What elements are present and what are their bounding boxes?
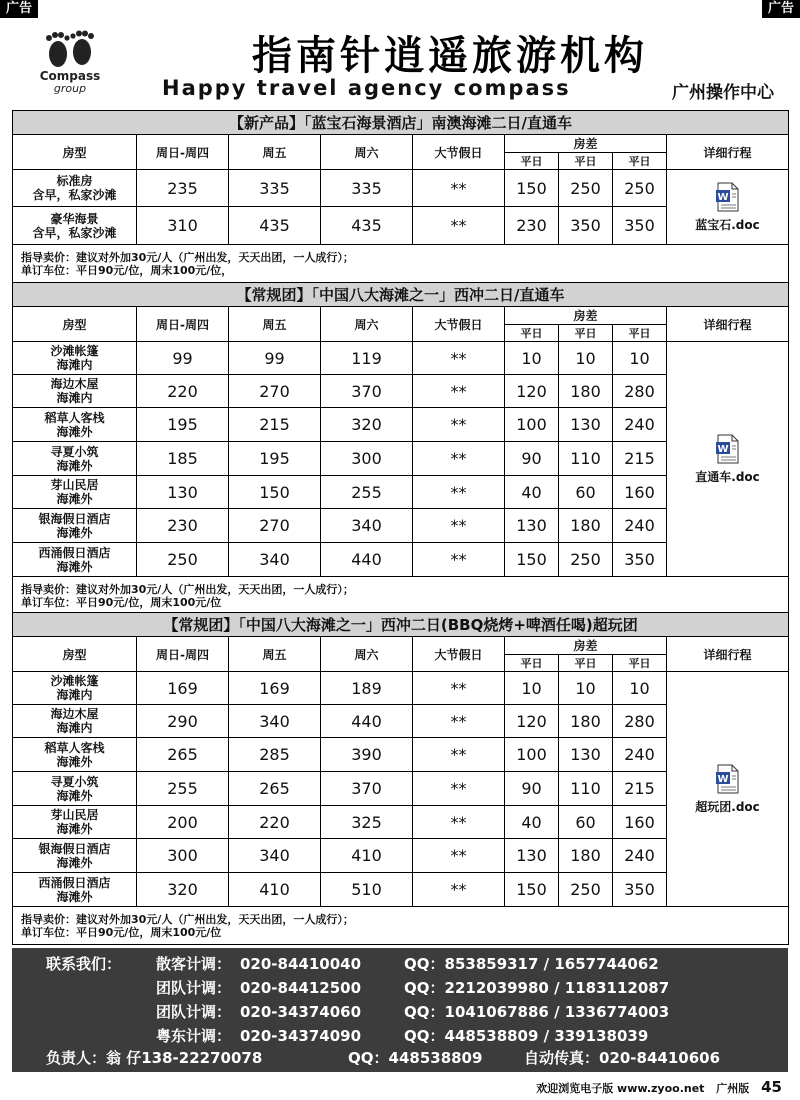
price-cell: 280: [613, 375, 667, 408]
price-cell: 320: [137, 873, 229, 907]
phone-number: 020-84412500: [240, 979, 362, 997]
price-cell: 130: [505, 839, 559, 873]
price-cell: **: [413, 806, 505, 839]
price-cell: **: [413, 509, 505, 543]
price-cell: 169: [229, 672, 321, 705]
room-type: 西涌假日酒店: [38, 875, 111, 890]
room-note: 含早，私家沙滩: [32, 225, 117, 240]
header-weekday: 平日: [613, 153, 667, 170]
price-cell: 390: [321, 738, 413, 772]
price-cell: 370: [321, 772, 413, 806]
word-doc-icon: [715, 764, 741, 794]
price-cell: 120: [505, 375, 559, 408]
price-cell: 110: [559, 442, 613, 476]
price-cell: 325: [321, 806, 413, 839]
price-cell: 270: [229, 509, 321, 543]
price-cell: 435: [321, 207, 413, 245]
price-cell: 10: [613, 342, 667, 375]
price-cell: 130: [137, 476, 229, 509]
contact-panel: [12, 948, 788, 1072]
room-note: 含早，私家沙滩: [32, 188, 117, 202]
price-cell: 340: [229, 839, 321, 873]
price-cell: 90: [505, 442, 559, 476]
price-cell: 220: [137, 375, 229, 408]
header-sat: 周六: [321, 637, 413, 672]
room-note: 海滩内: [56, 358, 93, 372]
table-row: [13, 672, 789, 705]
price-cell: 235: [137, 170, 229, 207]
price-cell: 250: [137, 543, 229, 577]
header: [12, 22, 788, 106]
header-holiday: 大节假日: [413, 135, 505, 170]
price-cell: **: [413, 476, 505, 509]
price-cell: 200: [137, 806, 229, 839]
price-cell: 180: [559, 375, 613, 408]
room-note: 海滩内: [56, 721, 93, 735]
price-cell: 130: [505, 509, 559, 543]
price-cell: 250: [559, 543, 613, 577]
price-cell: 180: [559, 509, 613, 543]
price-cell: 250: [559, 873, 613, 907]
room-type: 稻草人客栈: [44, 410, 105, 425]
room-note: 海滩内: [56, 688, 93, 702]
room-type: 沙滩帐篷: [50, 674, 99, 688]
header-weekday: 平日: [505, 325, 559, 342]
room-type: 芽山民居: [50, 808, 99, 822]
price-cell: 90: [505, 772, 559, 806]
room-note: 海滩外: [56, 458, 93, 473]
price-cell: 185: [137, 442, 229, 476]
price-cell: 120: [505, 705, 559, 738]
header-sat: 周六: [321, 307, 413, 342]
price-cell: **: [413, 342, 505, 375]
footprints-icon: [38, 30, 102, 70]
header-room-diff: 房差: [505, 135, 667, 153]
price-cell: 215: [613, 772, 667, 806]
phone-number: 020-34374090: [240, 1027, 362, 1045]
header-room-diff: 房差: [505, 637, 667, 655]
price-cell: 255: [321, 476, 413, 509]
price-cell: 195: [229, 442, 321, 476]
room-name: [13, 806, 137, 839]
room-note: 海滩外: [56, 754, 93, 769]
price-cell: 240: [613, 839, 667, 873]
price-cell: **: [413, 442, 505, 476]
room-note: 海滩外: [56, 822, 93, 836]
price-cell: 230: [137, 509, 229, 543]
logo-text: Compass: [39, 69, 101, 83]
room-note: 海滩外: [56, 889, 93, 904]
price-cell: 60: [559, 806, 613, 839]
contact-label: 联系我们：: [46, 955, 122, 973]
room-type: 海边木屋: [50, 707, 99, 721]
price-cell: 350: [613, 207, 667, 245]
room-name: [13, 476, 137, 509]
price-cell: **: [413, 873, 505, 907]
price-cell: 300: [137, 839, 229, 873]
price-cell: 220: [229, 806, 321, 839]
manager-info: 负责人：翁 仔138-22270078: [46, 1049, 263, 1067]
price-cell: 130: [559, 738, 613, 772]
room-note: 海滩外: [56, 559, 93, 574]
section-title: 【常规团】「中国八大海滩之一」西冲二日(BBQ烧烤+啤酒任喝)超玩团: [13, 613, 789, 637]
svg-text:W: W: [716, 191, 729, 203]
price-cell: **: [413, 375, 505, 408]
price-cell: 310: [137, 207, 229, 245]
itinerary-doc-link[interactable]: [667, 342, 789, 577]
price-cell: **: [413, 839, 505, 873]
room-type: 豪华海景: [50, 211, 99, 226]
website-text: 欢迎浏览电子版 www.zyoo.net: [536, 1082, 705, 1095]
header-sat: 周六: [321, 135, 413, 170]
price-cell: **: [413, 672, 505, 705]
dept-label: 散客计调：: [156, 955, 232, 973]
header-holiday: 大节假日: [413, 307, 505, 342]
price-cell: 180: [559, 705, 613, 738]
word-doc-icon: [715, 434, 741, 464]
header-weekday: 平日: [559, 325, 613, 342]
doc-filename: 直通车.doc: [695, 469, 760, 484]
header-weekday: 平日: [613, 325, 667, 342]
price-table: [12, 612, 789, 945]
logo-subtext: group: [53, 82, 87, 95]
price-cell: 340: [229, 705, 321, 738]
section-title: 【常规团】「中国八大海滩之一」西冲二日/直通车: [13, 283, 789, 307]
room-name: [13, 772, 137, 806]
dept-label: 团队计调：: [156, 1003, 232, 1021]
itinerary-doc-link[interactable]: [667, 672, 789, 907]
phone-number: 020-34374060: [240, 1003, 362, 1021]
price-cell: 10: [559, 342, 613, 375]
price-cell: 119: [321, 342, 413, 375]
slogan: Happy travel agency compass: [162, 76, 571, 100]
room-type: 寻夏小筑: [50, 774, 99, 789]
room-name: [13, 873, 137, 907]
price-cell: 340: [229, 543, 321, 577]
room-type: 西涌假日酒店: [38, 545, 111, 560]
room-name: [13, 543, 137, 577]
price-cell: **: [413, 705, 505, 738]
header-weekday: 平日: [613, 655, 667, 672]
price-cell: 410: [321, 839, 413, 873]
header-detail: 详细行程: [667, 637, 789, 672]
price-cell: 350: [613, 543, 667, 577]
page-footer: [0, 1074, 800, 1100]
room-name: [13, 738, 137, 772]
price-cell: 230: [505, 207, 559, 245]
operation-center: 广州操作中心: [672, 83, 774, 103]
price-cell: 335: [229, 170, 321, 207]
guide-price: 指导卖价：建议对外加30元/人（广州出发，天天出团，一人成行）；: [21, 250, 354, 264]
section-title: 【新产品】「蓝宝石海景酒店」南澳海滩二日/直通车: [13, 111, 789, 135]
header-sun-thu: 周日-周四: [137, 135, 229, 170]
price-cell: 265: [229, 772, 321, 806]
price-cell: 10: [613, 672, 667, 705]
price-cell: 240: [613, 509, 667, 543]
price-cell: 350: [613, 873, 667, 907]
logo: [30, 30, 110, 102]
price-cell: 150: [229, 476, 321, 509]
price-cell: 240: [613, 738, 667, 772]
room-name: [13, 170, 137, 207]
ad-label-right: 广告: [762, 0, 800, 18]
price-cell: 40: [505, 806, 559, 839]
price-cell: 440: [321, 543, 413, 577]
room-type: 沙滩帐篷: [50, 344, 99, 358]
price-cell: 10: [505, 342, 559, 375]
room-note: 海滩外: [56, 424, 93, 439]
guide-price: 指导卖价：建议对外加30元/人（广州出发，天天出团，一人成行）；: [21, 582, 354, 596]
dept-label: 团队计调：: [156, 979, 232, 997]
header-weekday: 平日: [505, 153, 559, 170]
price-cell: 510: [321, 873, 413, 907]
price-cell: 280: [613, 705, 667, 738]
itinerary-doc-link[interactable]: [667, 170, 789, 245]
table-row: [13, 342, 789, 375]
header-detail: 详细行程: [667, 135, 789, 170]
header-weekday: 平日: [559, 655, 613, 672]
room-type: 银海假日酒店: [38, 511, 111, 526]
price-cell: 99: [137, 342, 229, 375]
price-cell: 215: [229, 408, 321, 442]
price-cell: 169: [137, 672, 229, 705]
price-cell: **: [413, 772, 505, 806]
seat-price: 单订车位：平日90元/位，周末100元/位: [21, 595, 222, 609]
price-cell: 240: [613, 408, 667, 442]
price-cell: 40: [505, 476, 559, 509]
room-name: [13, 375, 137, 408]
dept-label: 粤东计调：: [156, 1027, 232, 1045]
room-note: 海滩外: [56, 492, 93, 506]
room-name: [13, 408, 137, 442]
room-type: 银海假日酒店: [38, 841, 111, 856]
header-fri: 周五: [229, 307, 321, 342]
svg-text:W: W: [717, 773, 729, 785]
price-table: [12, 282, 789, 615]
price-cell: 435: [229, 207, 321, 245]
price-cell: 195: [137, 408, 229, 442]
header-fri: 周五: [229, 135, 321, 170]
room-note: 海滩外: [56, 855, 93, 870]
price-cell: 255: [137, 772, 229, 806]
room-note: 海滩外: [56, 788, 93, 803]
seat-price: 单订车位：平日90元/位，周末100元/位: [21, 925, 222, 939]
header-sun-thu: 周日-周四: [137, 307, 229, 342]
room-name: [13, 672, 137, 705]
price-cell: 265: [137, 738, 229, 772]
header-fri: 周五: [229, 637, 321, 672]
header-holiday: 大节假日: [413, 637, 505, 672]
room-type: 芽山民居: [50, 478, 99, 492]
price-note: [13, 907, 789, 945]
room-name: [13, 442, 137, 476]
price-cell: 60: [559, 476, 613, 509]
price-note: [13, 577, 789, 615]
room-type: 海边木屋: [50, 377, 99, 391]
ad-label-left: 广告: [0, 0, 38, 18]
price-cell: 290: [137, 705, 229, 738]
price-cell: 100: [505, 408, 559, 442]
doc-filename: 超玩团.doc: [695, 799, 760, 814]
qq-numbers: QQ：1041067886 / 1336774003: [404, 1003, 670, 1021]
price-cell: 285: [229, 738, 321, 772]
room-name: [13, 509, 137, 543]
price-cell: 10: [559, 672, 613, 705]
header-weekday: 平日: [505, 655, 559, 672]
price-cell: 160: [613, 806, 667, 839]
edition-label: 广州版: [716, 1082, 750, 1095]
qq-numbers: QQ：2212039980 / 1183112087: [404, 979, 670, 997]
price-cell: 370: [321, 375, 413, 408]
price-cell: 150: [505, 543, 559, 577]
brand-title: 指南针逍遥旅游机构: [252, 32, 648, 79]
room-type: 寻夏小筑: [50, 444, 99, 459]
price-note: [13, 245, 789, 283]
price-cell: 10: [505, 672, 559, 705]
header-room-diff: 房差: [505, 307, 667, 325]
room-name: [13, 705, 137, 738]
room-type: 标准房: [56, 174, 93, 188]
price-cell: 320: [321, 408, 413, 442]
price-cell: 270: [229, 375, 321, 408]
header-detail: 详细行程: [667, 307, 789, 342]
price-cell: 160: [613, 476, 667, 509]
doc-filename: 蓝宝石.doc: [695, 217, 760, 232]
price-cell: 130: [559, 408, 613, 442]
qq-numbers: QQ：853859317 / 1657744062: [404, 955, 659, 973]
price-cell: **: [413, 543, 505, 577]
price-cell: 110: [559, 772, 613, 806]
price-cell: 440: [321, 705, 413, 738]
seat-price: 单订车位：平日90元/位，周末100元/位，: [21, 263, 233, 277]
price-cell: 410: [229, 873, 321, 907]
price-cell: 99: [229, 342, 321, 375]
phone-number: 020-84410040: [240, 955, 362, 973]
price-cell: 215: [613, 442, 667, 476]
room-name: [13, 207, 137, 245]
fax-number: 自动传真：020-84410606: [524, 1049, 721, 1067]
header-room: 房型: [13, 637, 137, 672]
header-room: 房型: [13, 135, 137, 170]
price-cell: 189: [321, 672, 413, 705]
header-weekday: 平日: [559, 153, 613, 170]
price-cell: 340: [321, 509, 413, 543]
price-cell: **: [413, 170, 505, 207]
price-cell: 250: [559, 170, 613, 207]
room-name: [13, 342, 137, 375]
price-cell: **: [413, 408, 505, 442]
price-cell: **: [413, 207, 505, 245]
table-row: [13, 170, 789, 207]
word-doc-icon: [715, 182, 741, 212]
price-table: [12, 110, 789, 283]
manager-qq: QQ：448538809: [348, 1049, 483, 1067]
room-note: 海滩内: [56, 391, 93, 405]
price-cell: 250: [613, 170, 667, 207]
price-cell: **: [413, 738, 505, 772]
room-name: [13, 839, 137, 873]
qq-numbers: QQ：448538809 / 339138039: [404, 1027, 649, 1045]
price-cell: 350: [559, 207, 613, 245]
price-cell: 300: [321, 442, 413, 476]
page-number: 45: [761, 1078, 782, 1096]
price-cell: 335: [321, 170, 413, 207]
price-cell: 150: [505, 170, 559, 207]
guide-price: 指导卖价：建议对外加30元/人（广州出发，天天出团，一人成行）；: [21, 912, 354, 926]
svg-text:W: W: [717, 443, 729, 455]
room-type: 稻草人客栈: [44, 740, 105, 755]
room-note: 海滩外: [56, 525, 93, 540]
header-room: 房型: [13, 307, 137, 342]
price-cell: 150: [505, 873, 559, 907]
price-cell: 100: [505, 738, 559, 772]
price-cell: 180: [559, 839, 613, 873]
header-sun-thu: 周日-周四: [137, 637, 229, 672]
